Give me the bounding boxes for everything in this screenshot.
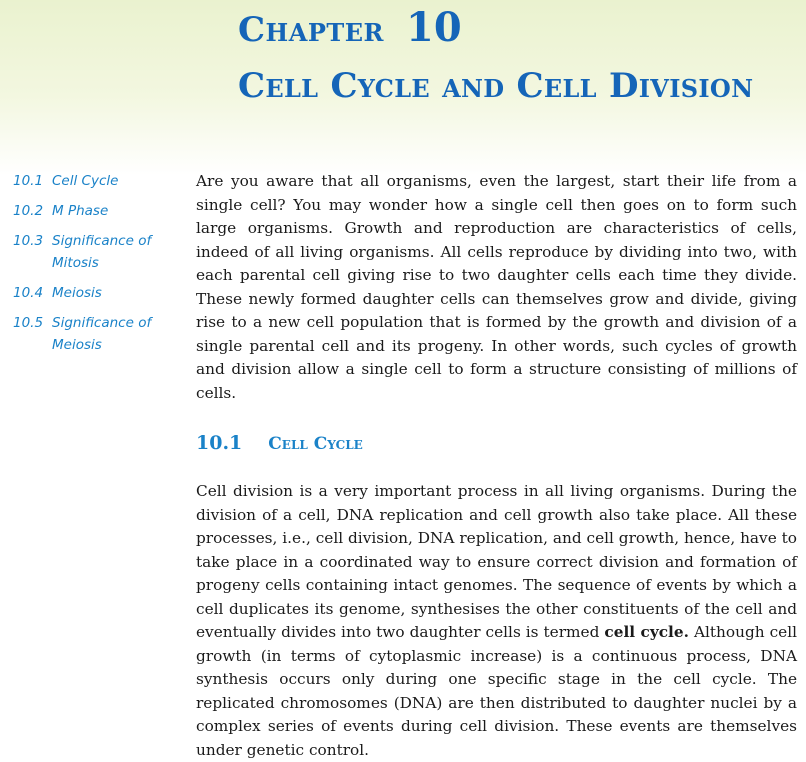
toc-item[interactable] — [13, 200, 183, 222]
toc-item-number: 10.2 — [13, 203, 44, 219]
toc-item-number: 10.3 — [13, 233, 44, 249]
toc-item[interactable] — [13, 170, 183, 192]
intro-paragraph: Are you aware that all organisms, even the largest, start their life from a single cell? You may wonder how a single cell then goes on to form such large organisms. Growth and reproduction are characteristics of cells, indeed of all living organisms. All cells reproduce by dividing into two, with each parental cell giving rise to two daughter cells each time they divide. These newly formed daughter cells can themselves grow and divide, giving rise to a new cell population that is formed by the growth and division of a single parental cell and its progeny. In other words, such cycles of growth and division allow a single cell to form a structure consisting of millions of cells. — [196, 172, 797, 402]
section-paragraph — [196, 480, 797, 762]
toc-item-label: Significance of Mitosis — [52, 233, 152, 271]
chapter-label — [238, 4, 462, 51]
toc-item[interactable] — [13, 282, 183, 304]
toc-item-label: Cell Cycle — [52, 173, 119, 189]
section-heading — [196, 432, 363, 454]
section-number: 10.1 — [196, 432, 243, 454]
chapter-title: Cell Cycle and Cell Division — [238, 66, 754, 106]
toc-item-label: M Phase — [52, 203, 109, 219]
toc-item-number: 10.5 — [13, 315, 44, 331]
chapter-word: Chapter — [238, 10, 385, 50]
toc-item-number: 10.1 — [13, 173, 44, 189]
toc-item-number: 10.4 — [13, 285, 44, 301]
chapter-number: 10 — [406, 4, 462, 51]
toc-item[interactable] — [13, 230, 183, 274]
chapter-contents-list — [13, 170, 183, 364]
section-title: Cell Cycle — [268, 434, 363, 454]
section-paragraph-text-continued: Although cell growth (in terms of cytoplasmic increase) is a continuous process, DNA synthesis occurs only during one specific stage in the cell cycle. The replicated chromosomes (DNA) are then distributed to daughter nuclei by a complex series of events during cell division. These events are themselves under genetic control. — [196, 623, 797, 759]
section-paragraph-text: Cell division is a very important process in all living organisms. During the division of a cell, DNA replication and cell growth also take place. All these processes, i.e., cell division, DNA replication, and cell growth, hence, have to take place in a coordinated way to ensure correct division and formation of progeny cells containing intact genomes. The sequence of events by which a cell duplicates its genome, synthesises the other constituents of the cell and eventually divides into two daughter cells is termed — [196, 482, 797, 641]
toc-item-label: Significance of Meiosis — [52, 315, 152, 353]
toc-item[interactable] — [13, 312, 183, 356]
key-term: cell cycle. — [604, 623, 689, 641]
toc-item-label: Meiosis — [52, 285, 102, 301]
